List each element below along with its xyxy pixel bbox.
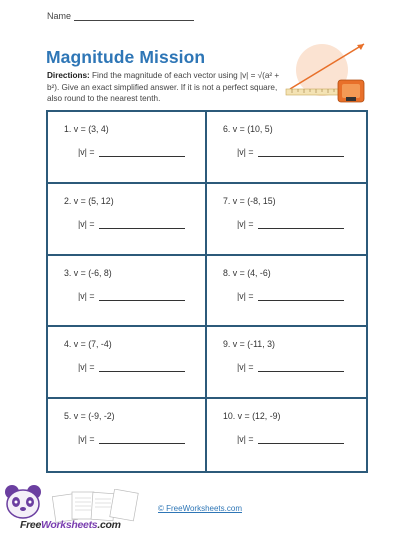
- directions: [47, 70, 281, 105]
- answer-label: |v| =: [237, 290, 254, 301]
- answer-row: [78, 291, 185, 301]
- problem-text: 2. v = (5, 12): [64, 195, 114, 206]
- answer-blank[interactable]: [99, 148, 185, 157]
- problem-text: 1. v = (3, 4): [64, 124, 109, 134]
- answer-label: |v| =: [237, 362, 254, 373]
- answer-label: |v| =: [237, 434, 254, 445]
- answer-blank[interactable]: [258, 220, 344, 229]
- answer-blank[interactable]: [99, 363, 185, 372]
- answer-blank[interactable]: [99, 292, 185, 301]
- problem-cell: [48, 256, 207, 328]
- name-label: Name: [47, 11, 72, 21]
- problem-cell: [48, 184, 207, 256]
- problem-cell: [207, 256, 366, 328]
- answer-blank[interactable]: [258, 148, 344, 157]
- problem-text: 10. v = (12, -9): [223, 411, 281, 422]
- answer-row: [78, 434, 185, 444]
- answer-row: [78, 362, 185, 372]
- problem-text: 4. v = (7, -4): [64, 339, 112, 350]
- problem-text: 6. v = (10, 5): [223, 124, 273, 134]
- problem-text: 3. v = (-6, 8): [64, 267, 112, 278]
- name-field[interactable]: [47, 11, 194, 21]
- worksheets-graphic: [52, 489, 142, 523]
- answer-blank[interactable]: [258, 435, 344, 444]
- tape-measure-icon: [278, 40, 378, 108]
- brand-worksheets: Worksheets: [40, 519, 98, 531]
- brand-logo-text: [20, 519, 121, 531]
- panda-logo-icon: [0, 482, 52, 522]
- answer-row: [237, 434, 344, 444]
- answer-label: |v| =: [78, 290, 95, 301]
- problem-text: 7. v = (-8, 15): [223, 195, 276, 206]
- name-line[interactable]: [74, 12, 194, 21]
- directions-label: Directions:: [47, 71, 90, 80]
- brand-com: .com: [97, 519, 121, 531]
- answer-label: |v| =: [78, 434, 95, 445]
- answer-row: [237, 147, 344, 157]
- problem-cell: [48, 327, 207, 399]
- problem-text: 8. v = (4, -6): [223, 267, 271, 278]
- problem-cell: [207, 399, 366, 471]
- answer-row: [237, 219, 344, 229]
- copyright-link[interactable]: © FreeWorksheets.com: [158, 504, 242, 513]
- answer-row: [237, 362, 344, 372]
- problem-cell: [207, 112, 366, 184]
- answer-blank[interactable]: [99, 435, 185, 444]
- answer-label: |v| =: [237, 218, 254, 229]
- problem-cell: [48, 112, 207, 184]
- answer-label: |v| =: [78, 362, 95, 373]
- answer-blank[interactable]: [258, 363, 344, 372]
- answer-row: [78, 219, 185, 229]
- directions-text: Find the magnitude of each vector using |v| = √(a² + b²). Give an exact simplified answer. If it is not a perfect square, also round to the nearest tenth.: [47, 71, 280, 104]
- worksheet-title: Magnitude Mission: [46, 47, 206, 67]
- answer-blank[interactable]: [258, 292, 344, 301]
- answer-row: [78, 147, 185, 157]
- problem-cell: [207, 184, 366, 256]
- problem-text: 9. v = (-11, 3): [223, 339, 275, 350]
- problem-cell: [207, 327, 366, 399]
- answer-blank[interactable]: [99, 220, 185, 229]
- problem-text: 5. v = (-9, -2): [64, 411, 115, 422]
- brand-free: Free: [20, 519, 41, 531]
- problem-grid: [46, 110, 368, 473]
- answer-label: |v| =: [78, 218, 95, 229]
- answer-label: |v| =: [237, 147, 254, 157]
- problem-cell: [48, 399, 207, 471]
- answer-row: [237, 291, 344, 301]
- answer-label: |v| =: [78, 147, 95, 157]
